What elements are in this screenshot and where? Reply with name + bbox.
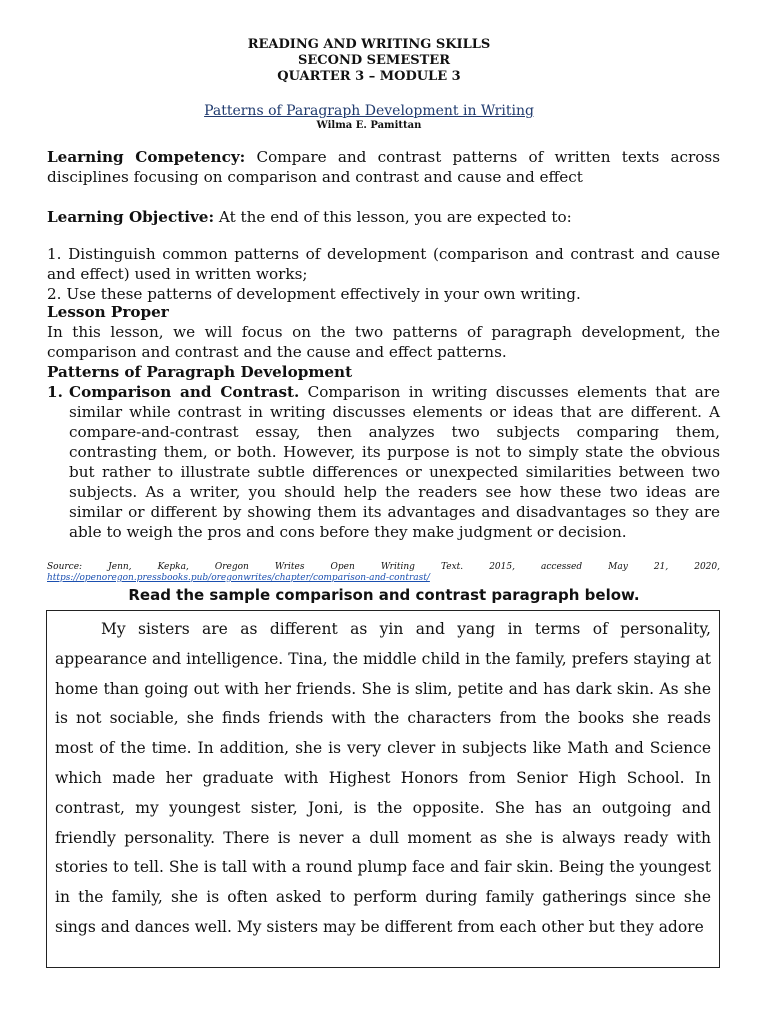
pattern-text: Comparison in writing discusses elements that are similar while contrast in writing discusses elements or ideas that are different. A compare-and-contrast essay, then analyzes two subjects comparing them, contrasting them, or both. However, its purpose is not to simply state the obvious but rather to illustrate subtle differences or unexpected similarities between two subjects. As a writer, you should help the readers see how these two ideas are similar or different by showing them its advantages and disadvantages so they are able to weigh the pros and cons before they make judgment or decision. xyxy=(69,383,720,541)
lesson-proper-text: In this lesson, we will focus on the two patterns of paragraph development, the comparison and contrast and the cause and effect patterns. xyxy=(47,323,720,361)
pattern-label: Comparison and Contrast. xyxy=(69,383,300,401)
learning-objective xyxy=(47,207,720,227)
learning-competency-label: Learning Competency: xyxy=(47,148,246,166)
course-title: READING AND WRITING SKILLS xyxy=(247,37,491,52)
learning-objective-label: Learning Objective: xyxy=(47,208,215,226)
source-text: Source: Jenn, Kepka, Oregon Writes Open Writing Text. 2015, accessed May 21, 2020, xyxy=(47,562,720,572)
pattern-description xyxy=(69,382,720,542)
objective-item: 2. Use these patterns of development effectively in your own writing. xyxy=(47,285,581,303)
pattern-number: 1. xyxy=(47,383,63,401)
sample-paragraph: My sisters are as different as yin and yang in terms of personality, appearance and intelligence. Tina, the middle child in the family, prefers staying at home than going out with her friends. She is slim, petite and has dark skin. As she is not sociable, she finds friends with the characters from the books she reads most of the time. In addition, she is very clever in subjects like Math and Science which made her graduate with Highest Honors from Senior High School. In contrast, my youngest sister, Joni, is the opposite. She has an outgoing and friendly personality. There is never a dull moment as she is always ready with stories to tell. She is tall with a round plump face and fair skin. Being the youngest in the family, she is often asked to perform during family gatherings since she sings and dances well. My sisters may be different from each other but they adore xyxy=(55,620,711,936)
lesson-title: Patterns of Paragraph Development in Writing xyxy=(204,103,534,119)
source-link[interactable]: https://openoregon.pressbooks.pub/oregonwrites/chapter/comparison-and-contrast/ xyxy=(47,573,430,583)
module-label: QUARTER 3 – MODULE 3 xyxy=(277,69,461,84)
learning-objective-text: At the end of this lesson, you are expected to: xyxy=(214,208,572,226)
learning-competency xyxy=(47,147,720,187)
pattern-item xyxy=(47,382,720,542)
source-citation xyxy=(47,562,720,584)
author-name: Wilma E. Pamittan xyxy=(316,120,422,131)
sample-paragraph-box xyxy=(46,610,720,968)
objective-item: 1. Distinguish common patterns of development (comparison and contrast and cause and effect) used in written works; xyxy=(47,245,720,283)
semester-label: SECOND SEMESTER xyxy=(297,53,451,68)
learning-competency-text: Compare and contrast patterns of written texts across disciplines focusing on comparison and contrast and cause and effect xyxy=(47,148,721,186)
lesson-proper-heading: Lesson Proper xyxy=(47,303,169,321)
sample-heading: Read the sample comparison and contrast paragraph below. xyxy=(128,586,640,604)
patterns-heading: Patterns of Paragraph Development xyxy=(47,363,353,381)
